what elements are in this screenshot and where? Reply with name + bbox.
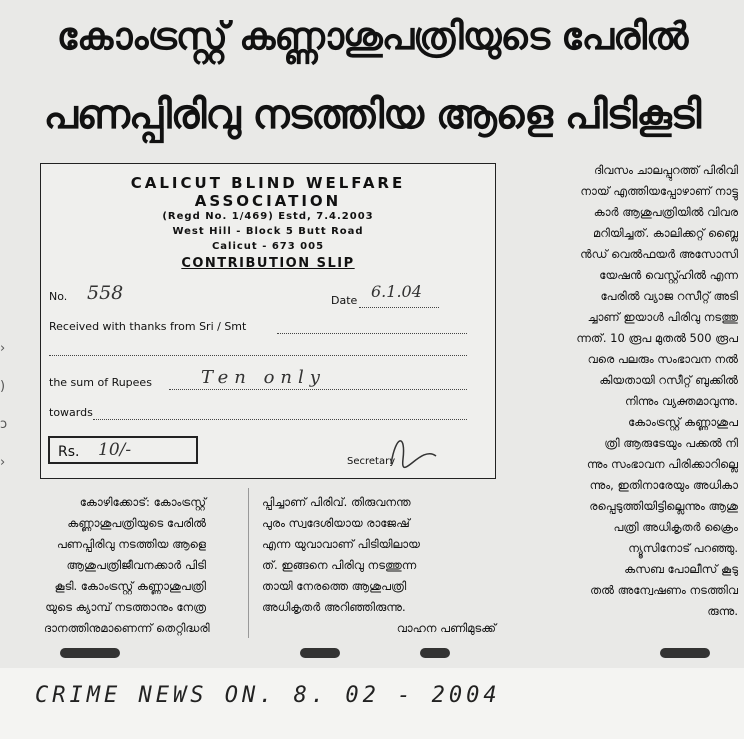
article-column-1: കോഴിക്കോട്: കോംട്രസ്റ്റ് കണ്ണാശുപത്രിയുടെ പേരിൽ പണപ്പിരിവു നടത്തിയ ആളെ ആശുപത്രിജീവനക്കാർ പിടി കൂടി. കോംട്രസ്റ്റ് കണ്ണാശുപത്രി യുടെ ക്യാമ്പ് നടത്താനും നേത്ര ദാനത്തിനുമാണെന്ന് തെറ്റിദ്ധരി: [44, 495, 210, 635]
left-edge-marks: › ) ɔ ›: [0, 341, 8, 470]
contribution-slip-image: [40, 163, 496, 479]
slip-address: West Hill - Block 5 Butt Road: [172, 226, 364, 237]
slip-rs-label: Rs.: [58, 444, 80, 460]
slip-amount-box: [48, 436, 198, 464]
column-divider: [248, 488, 249, 638]
slip-sum-label: the sum of Rupees: [49, 376, 152, 389]
article-column-3: ദിവസം ചാലപ്പുറത്ത് പിരിവി നായ് എത്തിയപ്പോഴാണ് നാട്ടു കാർ ആശുപത്രിയിൽ വിവര മറിയിച്ചത്. കാലിക്കറ്റ് ബ്ലൈ ൻഡ് വെൽഫയർ അസോസി യേഷൻ വെസ്റ്റ്ഹിൽ എന്ന പേരിൽ വ്യാജ റസീറ്റ് അടി ച്ചാണ് ഇയാൾ പിരിവു നടത്തു ന്നത്. 10 രൂപ മുതൽ 500 രൂപ വരെ പലരും സംഭാവന നൽ കിയതായി റസീറ്റ് ബുക്കിൽ നിന്നും വ്യക്തമാവുന്നു. കോംട്രസ്റ്റ് കണ്ണാശുപ ത്രി ആരുടേയും പക്കൽ നി ന്നും സംഭാവന പിരിക്കാറില്ലെ ന്നും, ഇതിനാരേയും അധികാ രപ്പെടുത്തിയിട്ടില്ലെന്നും ആശു പത്രി അധികൃതർ ക്രൈം ന്യൂസിനോട് പറഞ്ഞു. കസബ പോലീസ് കൂടു തൽ അന്വേഷണം നടത്തിവ രുന്നു.: [576, 163, 738, 618]
cut-off-text-fragment: [420, 648, 450, 658]
headline-line-2: പണപ്പിരിവു നടത്തിയ ആളെ പിടികൂടി: [43, 92, 701, 138]
slip-towards-label: towards: [49, 406, 93, 419]
cut-off-text-fragment: [300, 648, 340, 658]
slip-rs-value: 10/-: [98, 440, 132, 460]
slip-date-label: Date: [331, 294, 358, 307]
cut-off-text-fragment: [60, 648, 120, 658]
slip-secretary-label: Secretary: [347, 456, 396, 467]
cut-off-text-fragment: [660, 648, 710, 658]
handwritten-source-note: CRIME NEWS ON. 8. 02 - 2004: [35, 683, 501, 708]
signature-scribble: [381, 424, 441, 474]
headline-line-1: കോംട്രസ്റ്റ് കണ്ണാശുപത്രിയുടെ പേരിൽ: [56, 14, 688, 58]
article-column-2: പ്പിച്ചാണ് പിരിവ്. തിരുവനന്ത പുരം സ്വദേശിയായ രാജേഷ് എന്ന യുവാവാണ് പിടിയിലായ ത്. ഇങ്ങനെ പിരിവു നടത്തുന്ന തായി നേരത്തെ ആശുപത്രി അധികൃതർ അറിഞ്ഞിരുന്നു. വാഹന പണിമുടക്ക്: [262, 495, 496, 635]
slip-title: CONTRIBUTION SLIP: [181, 256, 355, 271]
slip-org-line-1: CALICUT BLIND WELFARE: [130, 174, 406, 192]
slip-city: Calicut - 673 005: [211, 241, 325, 252]
slip-reg: (Regd No. 1/469) Estd, 7.4.2003: [162, 211, 374, 222]
slip-date-value: 6.1.04: [371, 282, 422, 301]
slip-received-label: Received with thanks from Sri / Smt: [49, 320, 247, 333]
slip-no-value: 558: [87, 282, 124, 304]
slip-sum-value: Ten only: [201, 367, 326, 388]
slip-no-label: No.: [49, 290, 68, 303]
slip-org-line-2: ASSOCIATION: [194, 192, 342, 210]
